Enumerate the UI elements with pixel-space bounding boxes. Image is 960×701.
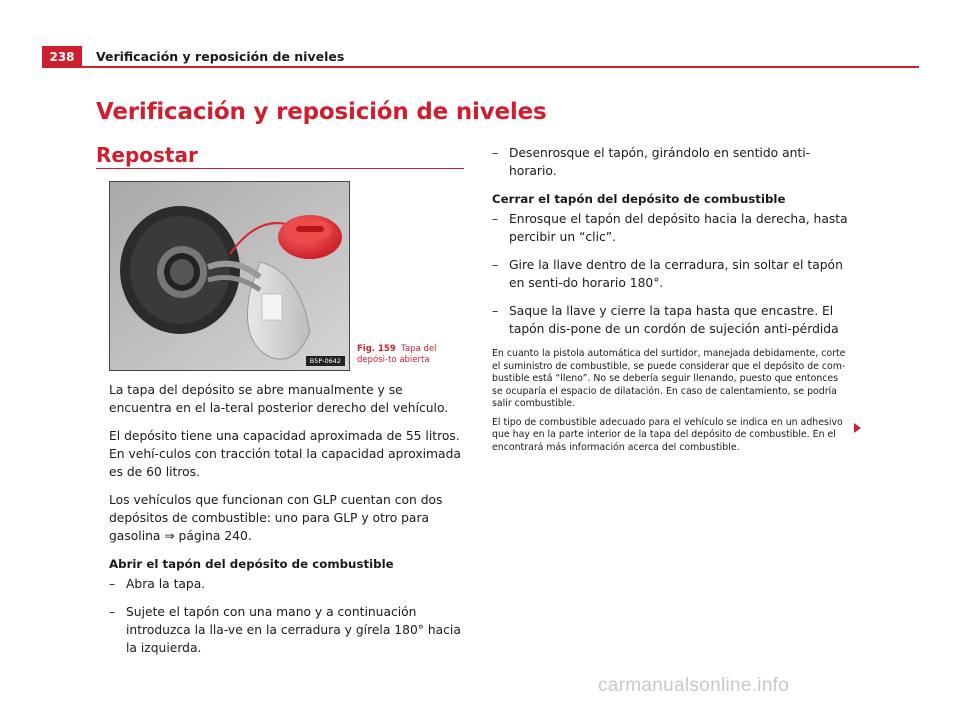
list-dash: – <box>492 212 499 226</box>
list-dash: – <box>492 304 499 318</box>
figure-code: B5P-0642 <box>306 356 345 366</box>
running-header: Verificación y reposición de niveles <box>96 49 345 64</box>
note-full-tank: En cuanto la pistola automática del surtidor, manejada debidamente, corte el suministro de combustible, se puede considerar que el depósito de com-bustible está “lleno”. No se debería seguir llenando, puesto que entonces se ocuparía el espacio de dilatación. En caso de calentamiento, se podría salir combustible. <box>492 348 846 409</box>
fuel-cap-figure <box>109 181 350 371</box>
header-rule <box>42 66 919 68</box>
section-title: Repostar <box>96 143 198 167</box>
chapter-title: Verificación y reposición de niveles <box>96 99 547 125</box>
list-item-text: Sujete el tapón con una mano y a continuación introduzca la lla-ve en la cerradura y gírela 180° hacia la izquierda. <box>126 605 461 655</box>
figure-caption <box>357 344 467 366</box>
list-item-text: Enrosque el tapón del depósito hacia la derecha, hasta percibir un “clic”. <box>509 212 848 244</box>
list-item-text: Saque la llave y cierre la tapa hasta que encastre. El tapón dis-pone de un cordón de sujeción anti-pérdida <box>509 304 839 336</box>
section-rule <box>96 168 464 169</box>
list-dash: – <box>109 577 116 591</box>
continue-arrow-icon <box>854 423 861 433</box>
paragraph-lpg: Los vehículos que funcionan con GLP cuentan con dos depósitos de combustible: uno para GLP y otro para gasolina ⇒ página 240. <box>109 493 443 543</box>
list-item-text: Gire la llave dentro de la cerradura, sin soltar el tapón en senti-do horario 180°. <box>509 258 843 290</box>
watermark: carmanualsonline.info <box>598 675 790 696</box>
list-item-text: Abra la tapa. <box>126 577 206 591</box>
list-dash: – <box>492 146 499 160</box>
close-cap-heading: Cerrar el tapón del depósito de combustible <box>492 192 786 206</box>
fuel-cap-illustration <box>110 182 350 371</box>
left-column <box>109 381 465 667</box>
paragraph-fuel-flap: La tapa del depósito se abre manualmente y se encuentra en el la-teral posterior derecho del vehículo. <box>109 383 449 415</box>
list-dash: – <box>109 605 116 619</box>
note-fuel-type: El tipo de combustible adecuado para el vehículo se indica en un adhesivo que hay en la parte interior de la tapa del depósito de combustible. En el encontrará más información acerca del combustible. <box>492 416 843 453</box>
list-item <box>492 256 848 292</box>
right-column <box>492 144 848 460</box>
paragraph-capacity: El depósito tiene una capacidad aproximada de 55 litros. En vehí-culos con tracción total la capacidad aproximada es de 60 litros. <box>109 429 461 479</box>
list-dash: – <box>492 258 499 272</box>
list-item-text: Desenrosque el tapón, girándolo en sentido anti-horario. <box>509 146 811 178</box>
list-item <box>109 575 465 593</box>
list-item <box>492 210 848 246</box>
page-number: 238 <box>42 46 82 68</box>
list-item <box>492 144 848 180</box>
figure-caption-text: Tapa del depósi-to abierta <box>357 344 437 365</box>
list-item <box>492 302 848 338</box>
list-item <box>109 603 465 657</box>
figure-caption-label: Fig. 159 <box>357 344 396 354</box>
open-cap-heading: Abrir el tapón del depósito de combustible <box>109 557 394 571</box>
